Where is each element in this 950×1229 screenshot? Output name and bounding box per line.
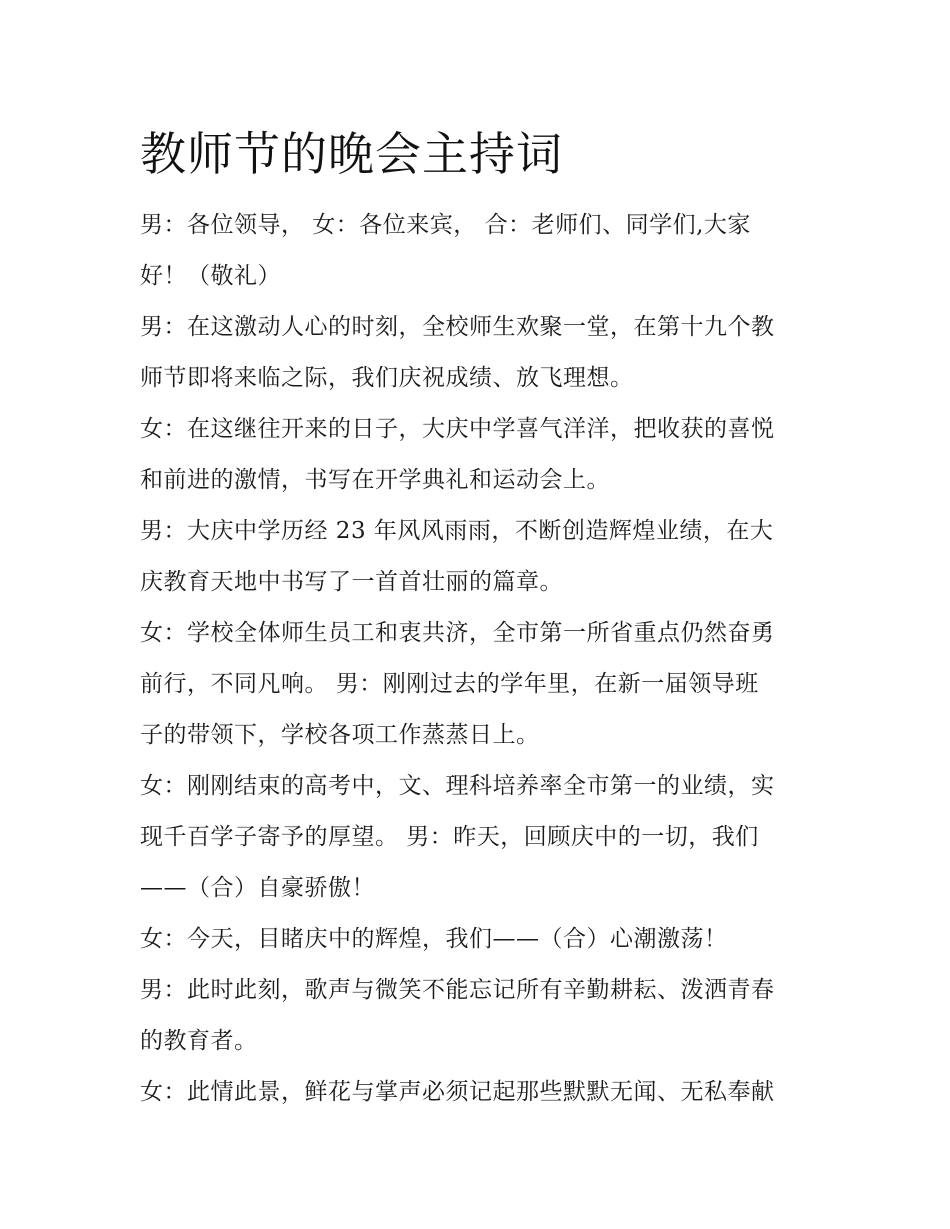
text-line: 女：学校全体师生员工和衷共济，全市第一所省重点仍然奋勇 [140, 620, 775, 646]
text-line: 女：今天，目睹庆中的辉煌，我们——（合）心潮激荡！ [140, 926, 728, 952]
text-line: 男：各位领导， 女：各位来宾， 合：老师们、同学们,大家 [140, 212, 751, 238]
text-line: 现千百学子寄予的厚望。 男：昨天，回顾庆中的一切，我们 [140, 824, 759, 850]
text-line: 庆教育天地中书写了一首首壮丽的篇章。 [140, 569, 563, 595]
text-line: 女：刚刚结束的高考中，文、理科培养率全市第一的业绩，实 [140, 773, 775, 799]
text-line: 男：大庆中学历经 23 年风风雨雨，不断创造辉煌业绩，在大 [140, 518, 774, 544]
text-line: 师节即将来临之际，我们庆祝成绩、放飞理想。 [140, 365, 634, 391]
text-line: 男：此时此刻，歌声与微笑不能忘记所有辛勤耕耘、泼洒青春 [140, 977, 775, 1003]
text-line: 好！（敬礼） [140, 263, 281, 289]
text-line: ——（合）自豪骄傲！ [140, 875, 375, 901]
text-line: 前行，不同凡响。 男：刚刚过去的学年里，在新一届领导班 [140, 671, 759, 697]
text-line: 女：在这继往开来的日子，大庆中学喜气洋洋，把收获的喜悦 [140, 416, 775, 442]
text-line: 和前进的激情，书写在开学典礼和运动会上。 [140, 467, 610, 493]
document-title: 教师节的晚会主持词 [140, 127, 563, 181]
text-line: 女：此情此景，鲜花与掌声必须记起那些默默无闻、无私奉献 [140, 1079, 775, 1105]
text-line: 子的带领下，学校各项工作蒸蒸日上。 [140, 722, 540, 748]
text-line: 的教育者。 [140, 1028, 258, 1054]
text-line: 男：在这激动人心的时刻，全校师生欢聚一堂，在第十九个教 [140, 314, 775, 340]
